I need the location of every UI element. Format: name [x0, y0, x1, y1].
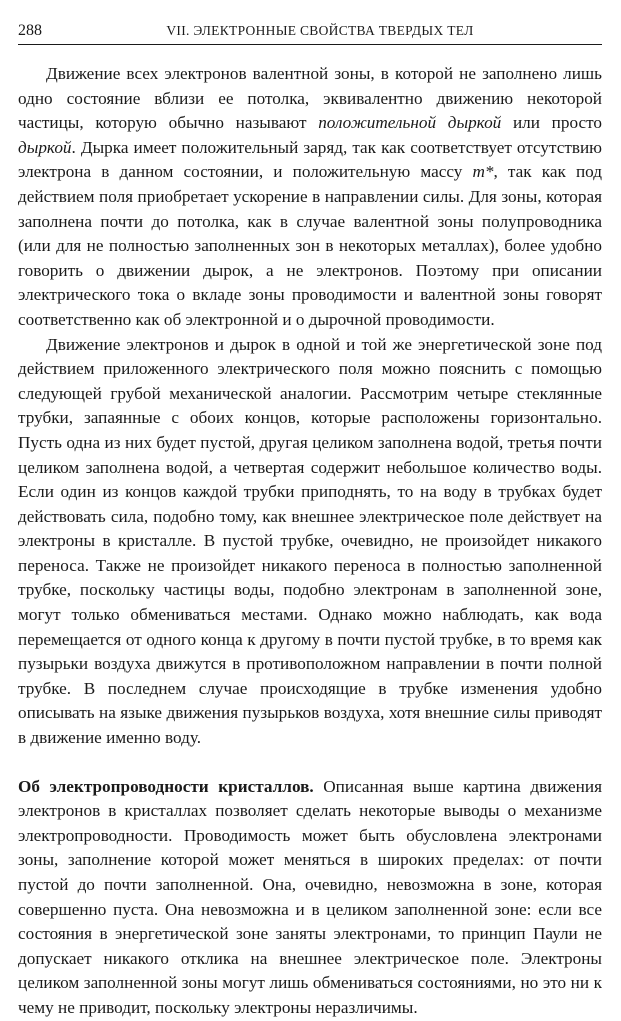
term-hole: дыркой: [18, 137, 72, 157]
book-page: [18, 18, 602, 1021]
term-positive-hole: положительной дыркой: [318, 113, 502, 133]
mass-symbol: m*: [472, 162, 494, 182]
section-title: Об электропроводности кристаллов.: [18, 776, 314, 796]
running-title: VII. ЭЛЕКТРОННЫЕ СВОЙСТВА ТВЕРДЫХ ТЕЛ: [166, 23, 474, 38]
paragraph-text: или просто: [501, 113, 602, 133]
paragraph-holes: [18, 62, 602, 333]
section-text: Описанная выше картина движения электронов в кристаллах позволяет сделать некоторые выводы о механизме электропроводности. Проводимость может быть обусловлена электронами зоны, заполнение которой может меняться в широких пределах: от почти пустой до почти заполненной. Она, очевидно, невозможна в зоне, которая совершенно пуста. Она невозможна и в целиком заполненной зоне: если все состояния в энергетической зоне заняты электронами, то принцип Паули не допускает никакого отклика на внешнее электрическое поле. Электроны целиком заполненной зоны могут лишь обмениваться состояниями, но это ни к чему не приводит, поскольку электроны неразличимы.: [18, 776, 602, 1017]
paragraph-text: , так как под действием поля приобретает ускорение в направлении силы. Для зоны, которая заполнена почти до потолка, как в случае валентной зоны полупроводника (или для не полностью заполненных зон в некоторых металлах), более удобно говорить о движении дырок, а не электронов. Поэтому при описании электрического тока о вкладе зоны проводимости и валентной зоны говорят соответственно как об электронной и о дырочной проводимости.: [18, 162, 603, 329]
paragraph-text: Движение всех электронов валентной зоны, в которой не заполнено лишь одно состояние вблизи ее потолка, эквивалентно движению некоторой частицы, которую обычно называют: [18, 64, 602, 133]
section-conductivity: [18, 775, 602, 1021]
paragraph-text: . Дырка имеет положительный заряд, так как соответствует отсутствию электрона в данном состоянии, и положительную массу: [18, 137, 602, 182]
paragraph-tube-analogy: Движение электронов и дырок в одной и той же энергетической зоне под действием приложенного электрического поля можно пояснить с помощью следующей грубой механической аналогии. Рассмотрим четыре стеклянные трубки, запаянные с обоих концов, которые расположены горизонтально. Пусть одна из них будет пустой, другая целиком заполнена водой, третья почти целиком заполнена водой, а четвертая содержит небольшое количество воды. Если один из концов каждой трубки приподнять, то на воду в трубках будет действовать сила, подобно тому, как внешнее электрическое поле действует на электроны в кристалле. В пустой трубке, очевидно, не произойдет никакого переноса. Также не произойдет никакого переноса в полностью заполненной трубке, поскольку частицы воды, подобно электронам в заполненной зоне, могут только обмениваться местами. Однако можно наблюдать, как вода перемещается от одного конца к другому в почти пустой трубке, в то время как пузырьки воздуха движутся в противоположном направлении в почти полной трубке. В последнем случае происходящие в трубке изменения удобно описывать на языке движения пузырьков воздуха, хотя внешние силы приводят в движение именно воду.: [18, 334, 602, 748]
page-header: [18, 18, 602, 45]
page-content: [18, 62, 602, 1021]
page-number: 288: [18, 22, 42, 39]
